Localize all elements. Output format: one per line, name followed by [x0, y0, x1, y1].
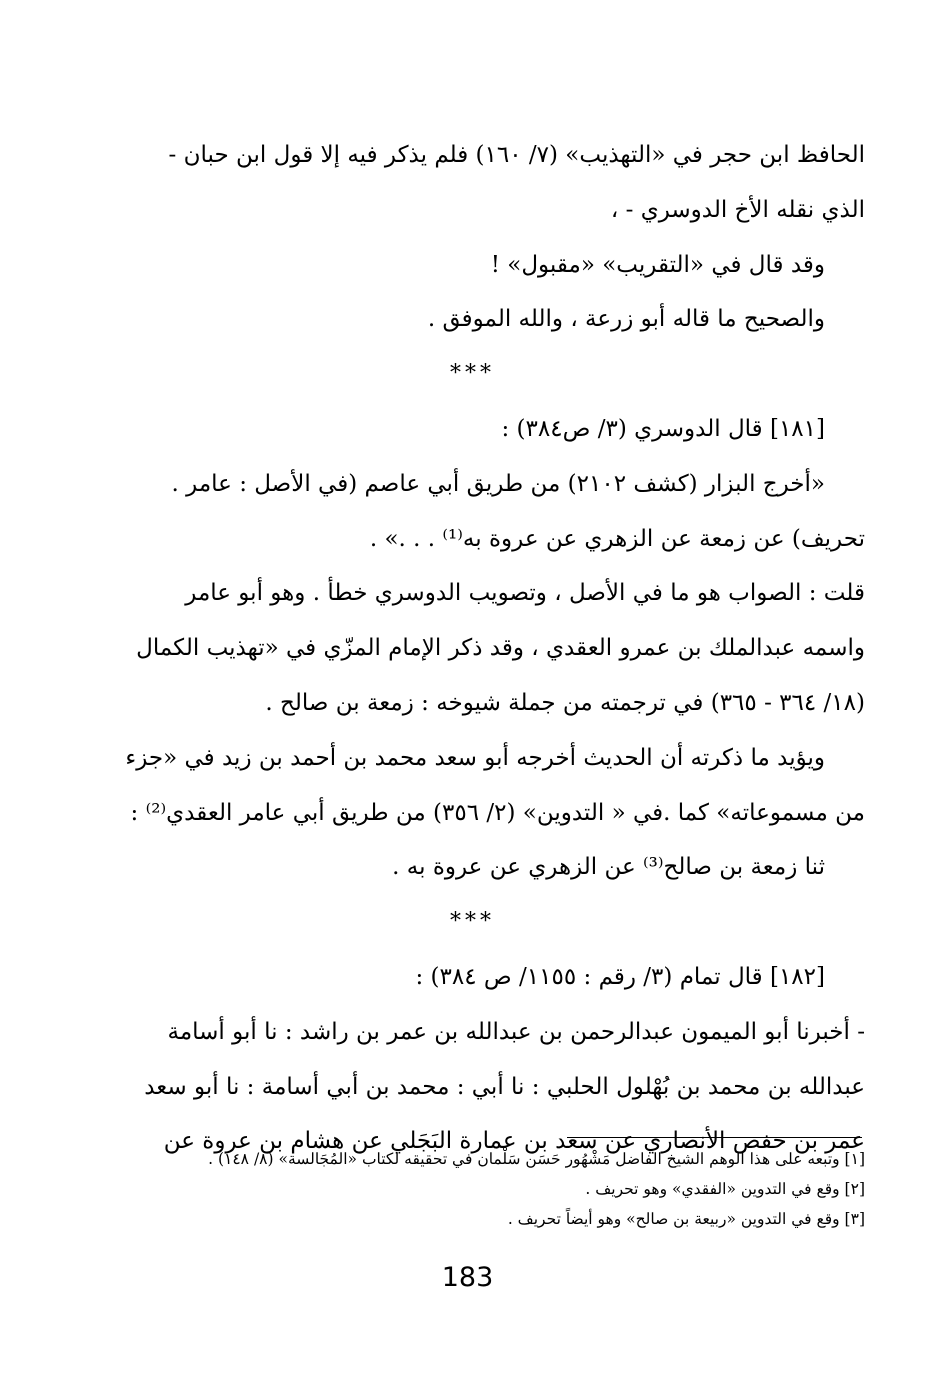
footnotes — [80, 1144, 865, 1234]
text-line: ثنا زمعة بن صالح⁽³⁾ عن الزهري عن عروة به . — [392, 854, 825, 881]
entry-heading: [١٨٢] قال تمام (٣/ رقم : ١١٥٥/ ص ٣٨٤) : — [415, 963, 825, 990]
section-separator: *** — [450, 909, 495, 935]
text-line: والصحيح ما قاله أبو زرعة ، والله الموفق . — [427, 306, 825, 333]
page-body — [80, 128, 865, 1169]
footnote: [٣] وقع في التدوين «ربيعة بن صالح» وهو أيضاً تحريف . — [507, 1210, 865, 1228]
text-line: عمر بن حفص الأنصاري عن سعد بن عمارة البَجَلي عن هشام بن عروة عن — [163, 1128, 865, 1155]
footnote-divider — [567, 1137, 862, 1138]
text-line: تحريف) عن زمعة عن الزهري عن عروة به⁽¹⁾ . . .» . — [369, 525, 865, 552]
text-line: الحافظ ابن حجر في «التهذيب» (٧/ ١٦٠) فلم يذكر فيه إلا قول ابن حبان - — [168, 142, 865, 168]
text-line: من مسموعاته» كما .في « التدوين» (٢/ ٣٥٦) من طريق أبي عامر العقدي⁽²⁾ : — [130, 799, 865, 826]
text-line: قلت : الصواب هو ما في الأصل ، وتصويب الدوسري خطأ . وهو أبو عامر — [185, 580, 865, 607]
text-line: الذي نقله الأخ الدوسري - ، — [610, 196, 865, 223]
section-separator: *** — [450, 361, 495, 387]
footnote: [٢] وقع في التدوين «الفقدي» وهو تحريف . — [585, 1180, 865, 1198]
text-line: عبدالله بن محمد بن بُهْلول الحلبي : نا أبي : محمد بن أبي أسامة : نا أبو سعد — [144, 1073, 865, 1100]
text-line: ويؤيد ما ذكرته أن الحديث أخرجه أبو سعد محمد بن أحمد بن زيد في «جزء — [125, 744, 825, 771]
page-number: 183 — [441, 1262, 494, 1293]
text-line: (١٨/ ٣٦٤ - ٣٦٥) في ترجمته من جملة شيوخه : زمعة بن صالح . — [265, 689, 865, 716]
entry-heading: [١٨١] قال الدوسري (٣/ ص٣٨٤) : — [501, 415, 825, 442]
footnote: [١] وتبعه على هذا الوهم الشيخ الفاضل مَشْهُور حَسَن سَلْمان في تحقيقه لكتاب «المُجَالسة» (٨/ ١٤٨) . — [208, 1150, 865, 1168]
text-line: «أخرج البزار (كشف ٢١٠٢) من طريق أبي عاصم (في الأصل : عامر . — [171, 470, 825, 497]
text-line: واسمه عبدالملك بن عمرو العقدي ، وقد ذكر الإمام المزّي في «تهذيب الكمال — [136, 635, 865, 662]
text-line: - أخبرنا أبو الميمون عبدالرحمن بن عبدالله بن عمر بن راشد : نا أبو أسامة — [167, 1018, 865, 1045]
text-line: وقد قال في «التقريب» «مقبول» ! — [490, 251, 825, 278]
